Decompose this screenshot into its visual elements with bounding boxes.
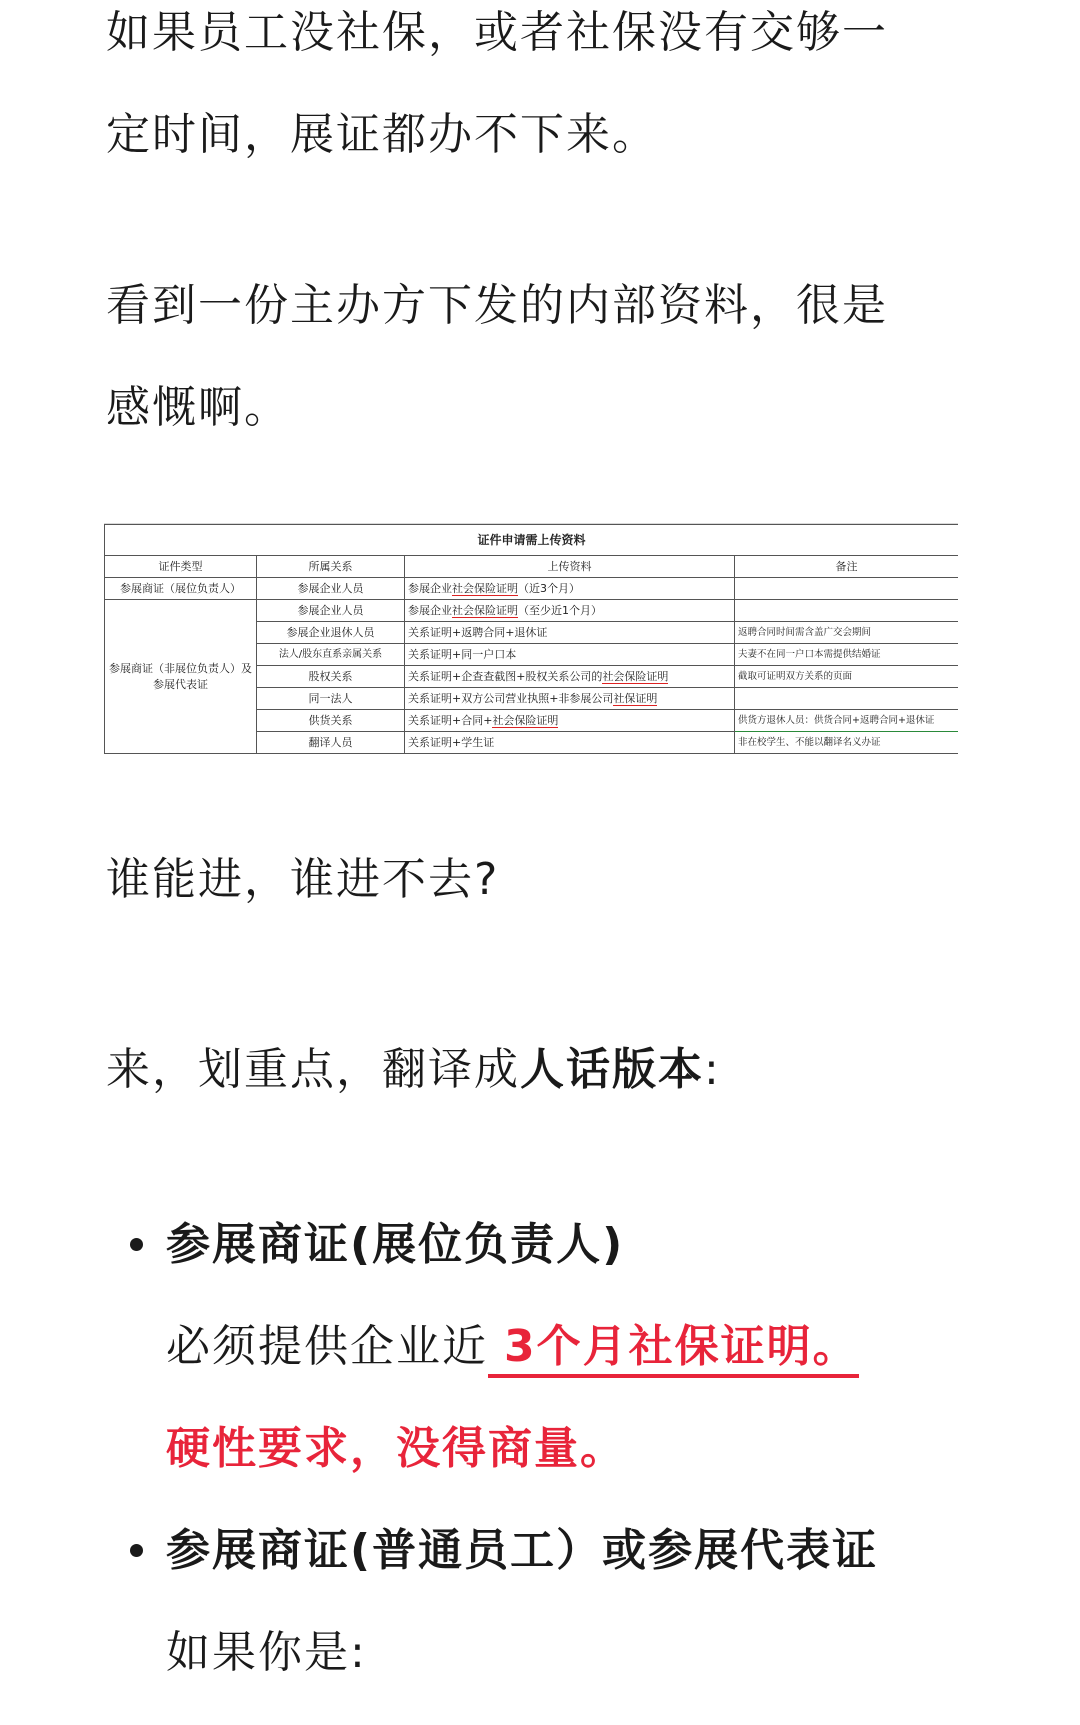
cell-type: 参展商证（展位负责人） bbox=[105, 578, 257, 600]
cell-relation: 供货关系 bbox=[257, 710, 405, 732]
paragraph-4: 来，划重点，翻译成人话版本: bbox=[106, 1044, 721, 1095]
cell-group-type: 参展商证（非展位负责人）及参展代表证 bbox=[105, 600, 257, 754]
cell-materials: 关系证明+合同+社会保险证明 bbox=[405, 710, 735, 732]
cell-note bbox=[735, 578, 959, 600]
bullet-1-line-3: 硬性要求，没得商量。 bbox=[166, 1423, 626, 1474]
bullet-1-line-2: 必须提供企业近 3个月社保证明。 bbox=[166, 1296, 859, 1398]
cell-materials: 关系证明+同一户口本 bbox=[405, 644, 735, 666]
cell-note: 非在校学生、不能以翻译名义办证 bbox=[735, 732, 959, 754]
cell-materials: 关系证明+返聘合同+退休证 bbox=[405, 622, 735, 644]
paragraph-1-line-2: 定时间，展证都办不下来。 bbox=[106, 109, 658, 160]
cell-materials: 关系证明+双方公司营业执照+非参展公司社保证明 bbox=[405, 688, 735, 710]
paragraph-1-line-1: 如果员工没社保，或者社保没有交够一 bbox=[106, 7, 888, 58]
paragraph-3: 谁能进，谁进不去? bbox=[106, 854, 500, 905]
cell-relation: 股权关系 bbox=[257, 666, 405, 688]
header-cert-type: 证件类型 bbox=[105, 556, 257, 578]
header-materials: 上传资料 bbox=[405, 556, 735, 578]
requirements-table bbox=[104, 524, 958, 754]
cell-materials: 参展企业社会保险证明（近3个月） bbox=[405, 578, 735, 600]
cell-relation: 参展企业人员 bbox=[257, 578, 405, 600]
cell-materials: 关系证明+企查查截图+股权关系公司的社会保险证明 bbox=[405, 666, 735, 688]
header-relation: 所属关系 bbox=[257, 556, 405, 578]
cell-note: 返聘合同时间需含盖广交会期间 bbox=[735, 622, 959, 644]
table-row bbox=[105, 600, 959, 622]
cell-note bbox=[735, 600, 959, 622]
cell-relation: 参展企业退休人员 bbox=[257, 622, 405, 644]
table-row bbox=[105, 578, 959, 600]
cell-relation: 同一法人 bbox=[257, 688, 405, 710]
cell-note: 夫妻不在同一户口本需提供结婚证 bbox=[735, 644, 959, 666]
cell-materials: 关系证明+学生证 bbox=[405, 732, 735, 754]
cell-relation: 参展企业人员 bbox=[257, 600, 405, 622]
header-notes: 备注 bbox=[735, 556, 959, 578]
bullet-2-line-2: 如果你是: bbox=[166, 1627, 367, 1678]
table-header-row bbox=[105, 556, 959, 578]
cell-relation: 法人/股东直系亲属关系 bbox=[257, 644, 405, 666]
cell-note bbox=[735, 688, 959, 710]
cell-materials: 参展企业社会保险证明（至少近1个月） bbox=[405, 600, 735, 622]
bullet-dot bbox=[130, 1238, 143, 1251]
bullet-2-title: 参展商证(普通员工）或参展代表证 bbox=[166, 1525, 879, 1576]
table-caption: 证件申请需上传资料 bbox=[105, 525, 959, 556]
paragraph-2-line-1: 看到一份主办方下发的内部资料，很是 bbox=[106, 280, 888, 331]
cell-note: 供货方退休人员：供货合同+返聘合同+退休证 bbox=[735, 710, 959, 732]
paragraph-2-line-2: 感慨啊。 bbox=[106, 382, 290, 433]
cell-relation: 翻译人员 bbox=[257, 732, 405, 754]
requirements-table-image bbox=[104, 523, 958, 766]
cell-note: 截取可证明双方关系的页面 bbox=[735, 666, 959, 688]
bullet-dot bbox=[130, 1544, 143, 1557]
bullet-1-title: 参展商证(展位负责人) bbox=[166, 1219, 625, 1270]
